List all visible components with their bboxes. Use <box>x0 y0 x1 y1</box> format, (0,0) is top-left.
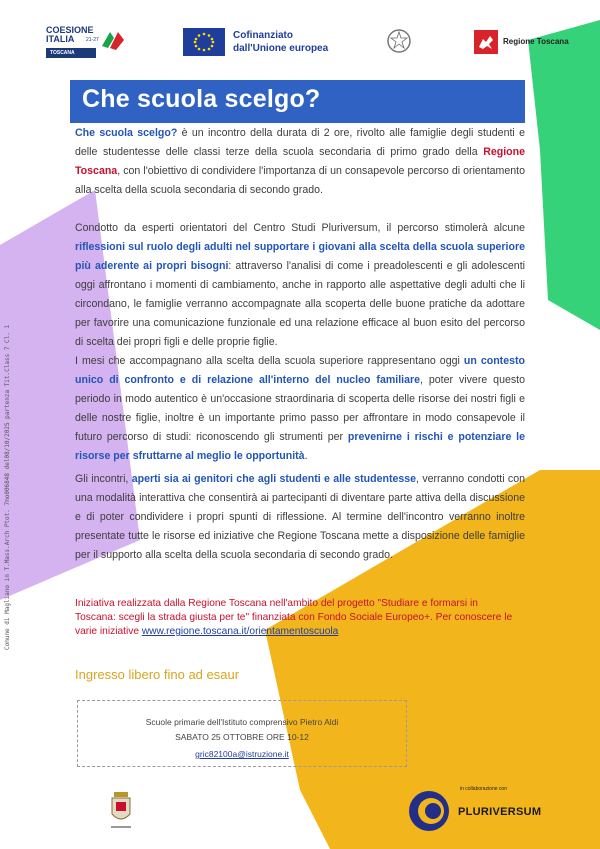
pluriversum-name: PLURIVERSUM <box>458 806 542 818</box>
meetings-paragraph <box>75 470 525 565</box>
method-paragraph <box>75 219 525 352</box>
coesione-line2: ITALIA <box>46 34 75 44</box>
context-paragraph <box>75 352 525 466</box>
collaboration-label: in collaborazione con <box>460 786 507 792</box>
p1-highlight-title: Che scuola scelgo? <box>75 127 178 139</box>
p1-highlight-region: Regione Toscana <box>75 146 525 177</box>
event-info-box <box>77 700 407 767</box>
p3-text: I mesi che accompagnano alla scelta della scuola superiore rappresentano oggi <box>75 355 464 367</box>
event-venue: Scuole primarie dell'Istituto comprensivo Pietro Aldi <box>145 717 339 727</box>
p3-highlight-risks: prevenirne i rischi e potenziare le risorse per sfruttarne al meglio le opportunità <box>75 431 525 462</box>
coesione-line1: COESIONE <box>46 25 94 35</box>
free-entry-notice: Ingresso libero fino ad esaur <box>75 667 240 682</box>
initiative-note <box>75 597 515 639</box>
eu-line2: dall'Unione europea <box>233 43 329 54</box>
event-datetime: SABATO 25 OTTOBRE ORE 10-12 <box>175 732 309 742</box>
comune-crest-icon <box>108 790 134 830</box>
protocol-stamp-text: Comune di Magliano in T.Mass.Arch Ptot. 7mo006848 del08/10/2025 partenza Tit.Class 7 Cl. 1 <box>4 324 11 650</box>
p3-text-middle: , poter vivere questo periodo in modo autentico è un'occasione straordinaria di scoperta delle risorse dei nostri figli e delle nostre figlie, inoltre è un importante primo passo per affrontare in modo consapevole il futuro percorso di studi: riconoscendo gli strumenti per <box>75 374 525 443</box>
p1-text: è un incontro della durata di 2 ore, rivolto alle famiglie degli studenti e delle studentesse delle classi terze della scuola secondaria di primo grado della <box>75 127 525 158</box>
p4-text: Gli incontri, <box>75 473 132 485</box>
p1-text-end: , con l'obiettivo di condividere l'importanza di un consapevole percorso di orientamento alla scelta della scuola secondaria di secondo grado. <box>75 165 525 196</box>
regione-toscana-pegasus-icon <box>474 30 498 54</box>
orientamento-link[interactable]: www.regione.toscana.it/orientamentoscuola <box>141 626 339 637</box>
header-logos <box>0 0 600 72</box>
intro-paragraph <box>75 124 525 200</box>
coesione-years: 21-27 <box>86 37 99 43</box>
italian-republic-emblem-icon <box>386 26 412 56</box>
title-banner <box>70 80 525 123</box>
p4-highlight: aperti sia ai genitori che agli studenti e alle studentesse <box>131 473 417 485</box>
coesione-italia-logo <box>46 26 128 64</box>
eu-flag-icon <box>183 28 225 56</box>
p3-highlight-context: un contesto unico di confronto e di relazione all'interno del nucleo familiare <box>75 355 525 386</box>
page-title: Che scuola scelgo? <box>82 85 321 113</box>
event-email-link[interactable]: gric82100a@istruzione.it <box>195 749 289 759</box>
pluriversum-logo-icon <box>405 787 453 835</box>
p2-highlight: riflessioni sul ruolo degli adulti nel supportare i giovani alla scelta della scuola superiore più aderente ai propri bisogni <box>75 241 525 272</box>
coesione-mark-icon <box>100 28 126 50</box>
regione-toscana-label: Regione Toscana <box>503 37 569 46</box>
p3-text-end: . <box>304 450 308 462</box>
p2-text: Condotto da esperti orientatori del Centro Studi Pluriversum, il percorso stimolerà alcune <box>75 222 525 234</box>
eu-cofinanziato-text <box>233 29 328 55</box>
initiative-text: Iniziativa realizzata dalla Regione Toscana nell'ambito del progetto "Studiare e formarsi in Toscana: scegli la strada giusta per te" finanziata con Fondo Sociale Europeo+. Per conoscere le varie iniziative <box>75 598 513 637</box>
eu-line1: Cofinanziato <box>233 30 293 41</box>
p2-text-end: : attraverso l'analisi di come i preadolescenti e gli adolescenti oggi affrontano i momenti di cambiamento, anche in rapporto alle aspettative degli adulti che li circondano, le famiglie verranno accompagnate alla scoperta delle buone pratiche da adottare per favorire una comunicazione funzionale ed una relazione efficace al buon esito del percorso di scelta dei propri figli e delle proprie figlie. <box>75 260 525 348</box>
coesione-region: TOSCANA <box>46 48 96 58</box>
p4-text-end: , verranno condotti con una modalità interattiva che consentirà ai partecipanti di diventare parte attiva della discussione e di poter condividere i propri spunti di riflessione. Al termine dell'incontro verranno inoltre presentate tutte le risorse ed iniziative che Regione Toscana mette a disposizione delle famiglie per il supporto alla scelta della scuola secondaria di secondo grado. <box>75 473 525 561</box>
